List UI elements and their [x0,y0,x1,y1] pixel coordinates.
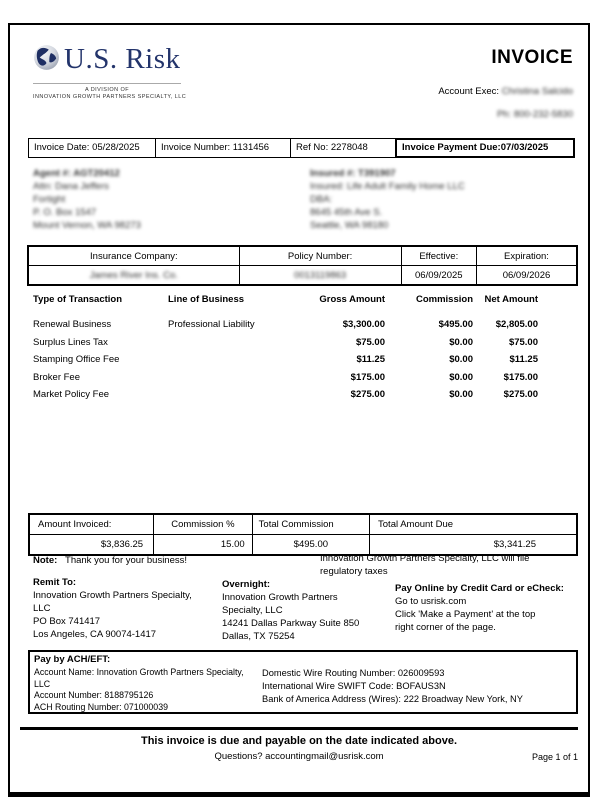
txn-gross: $275.00 [350,389,385,401]
total-amount-due-value: $3,341.25 [370,535,577,556]
txn-lob [168,351,295,369]
insured-dba: DBA: [310,194,333,205]
table-row [33,334,538,352]
pay-online-block [395,582,564,634]
col-total-commission: Total Commission [252,514,369,535]
overnight-block [222,578,359,643]
ach-routing-number: ACH Routing Number: 071000039 [34,701,168,712]
summary-table [28,513,578,556]
transactions-header-row [33,294,538,316]
division-line-1: A DIVISION OF [84,87,130,93]
txn-net: $175.00 [503,371,538,383]
ach-account-name: Account Name: Innovation Growth Partners Specialty, [34,667,244,677]
wire-details [262,667,523,706]
agent-company: Fortight [33,194,66,205]
footer-rule [20,727,578,730]
remit-to-block [33,576,192,641]
agent-address-block [33,167,141,232]
regulatory-line-1: Innovation Growth Partners Specialty, LLC will file [320,553,530,564]
ach-eft-box [28,650,578,714]
remit-to-title: Remit To: [33,577,77,588]
overnight-line: 14241 Dallas Parkway Suite 850 [222,618,360,629]
ach-account-details [34,667,244,713]
col-gross-amount: Gross Amount [319,294,385,305]
domestic-wire-routing: Domestic Wire Routing Number: 026009593 [262,668,445,678]
table-row [33,386,538,404]
invoice-number: Invoice Number: 1131456 [155,138,291,158]
swift-code: International Wire SWIFT Code: BOFAUS3N [262,681,446,691]
remit-line: PO Box 741417 [33,616,101,627]
note-text: Thank you for your business! [65,555,188,566]
txn-gross: $75.00 [355,336,385,348]
page-number: Page 1 of 1 [531,752,578,762]
footer-questions: Questions? accountingmail@usrisk.com [214,751,384,762]
txn-type: Broker Fee [33,371,80,383]
txn-type: Stamping Office Fee [33,354,120,366]
ach-account-number: Account Number: 8188795126 [34,690,154,700]
txn-net: $75.00 [508,336,538,348]
bank-address: Bank of America Address (Wires): 222 Broadway New York, NY [262,694,523,704]
col-amount-invoiced: Amount Invoiced: [29,514,154,535]
division-line-2: INNOVATION GROWTH PARTNERS SPECIALTY, LLC [33,94,187,100]
invoice-info-strip [28,138,575,158]
policy-number-value: 0013119863 [239,266,401,286]
ach-account-name-2: LLC [34,678,51,689]
txn-gross: $3,300.00 [342,319,385,331]
table-row [33,369,538,387]
policy-table-header-row [28,246,577,266]
insurance-company-value: James River Ins. Co. [28,266,239,286]
remit-line: Los Angeles, CA 90074-1417 [33,629,157,640]
invoice-payment-due: Invoice Payment Due:07/03/2025 [395,138,575,158]
txn-commission: $0.00 [449,354,473,366]
txn-type: Renewal Business [33,319,112,331]
overnight-title: Overnight: [222,579,271,590]
account-exec-name: Christina Salcido [501,86,573,97]
insured-address-block [310,167,465,232]
effective-date-value: 06/09/2025 [401,266,476,286]
pay-online-line: Go to usrisk.com [395,596,467,607]
overnight-line: Dallas, TX 75254 [222,631,295,642]
agent-city: Mount Vernon, WA 98273 [33,220,141,231]
ach-title: Pay by ACH/EFT: [34,654,111,665]
amount-invoiced-value: $3,836.25 [29,535,154,556]
agent-street: P. O. Box 1547 [33,207,97,218]
account-exec-line [438,86,573,97]
txn-gross: $175.00 [350,371,385,383]
account-exec-phone: Ph: 800-232-5830 [496,109,573,120]
account-exec-label: Account Exec: [438,86,502,97]
insured-name: Insured: Life Adult Family Home LLC [310,181,465,192]
col-net-amount: Net Amount [484,294,538,305]
overnight-line: Specialty, LLC [222,605,283,616]
col-type-of-transaction: Type of Transaction [33,294,123,305]
txn-lob [168,334,295,352]
txn-type: Surplus Lines Tax [33,336,108,348]
col-insurance-company: Insurance Company: [28,246,239,266]
txn-net: $11.25 [509,354,538,366]
logo-block [33,43,187,101]
col-policy-number: Policy Number: [239,246,401,266]
overnight-line: Innovation Growth Partners [222,592,338,603]
invoice-page [8,23,590,797]
invoice-date: Invoice Date: 05/28/2025 [28,138,156,158]
col-line-of-business: Line of Business [168,294,245,305]
insured-street: 8645 45th Ave S. [310,207,383,218]
txn-lob [168,369,295,387]
txn-lob [168,386,295,404]
transactions-table [33,294,538,404]
note-label: Note: [33,555,58,566]
policy-table [27,245,578,286]
table-row [33,316,538,334]
insured-number: Insured #: T391907 [310,168,396,179]
remit-line: Innovation Growth Partners Specialty, [33,590,192,601]
txn-commission: $0.00 [449,336,473,348]
txn-type: Market Policy Fee [33,389,110,401]
summary-header-row [29,514,577,535]
total-commission-value: $495.00 [252,535,369,556]
agent-number: Agent #: AGT20412 [33,168,120,179]
col-total-amount-due: Total Amount Due [370,514,577,535]
expiration-date-value: 06/09/2026 [477,266,578,286]
policy-table-value-row [28,266,577,286]
txn-commission: $495.00 [438,319,473,331]
col-commission: Commission [415,294,473,305]
txn-commission: $0.00 [449,389,473,401]
col-effective: Effective: [401,246,476,266]
regulatory-note [320,552,529,578]
logo-divider [33,83,181,84]
brand-name: U.S. Risk [64,43,181,75]
txn-net: $2,805.00 [495,319,538,331]
invoice-ref-no: Ref No: 2278048 [290,138,396,158]
txn-gross: $11.25 [356,354,385,366]
col-expiration: Expiration: [477,246,578,266]
globe-icon [33,44,60,76]
txn-lob: Professional Liability [168,319,255,331]
pay-online-title: Pay Online by Credit Card or eCheck: [395,583,564,594]
footer-due-line: This invoice is due and payable on the date indicated above. [140,735,458,747]
commission-pct-value: 15.00 [154,535,253,556]
table-row [33,351,538,369]
regulatory-line-2: regulatory taxes [320,566,388,577]
pay-online-line: right corner of the page. [395,622,496,633]
col-commission-pct: Commission % [154,514,253,535]
pay-online-line: Click 'Make a Payment' at the top [395,609,536,620]
header-right [438,47,573,120]
note-line [33,555,187,566]
agent-attn: Attn: Dana Jeffers [33,181,109,192]
txn-net: $275.00 [503,389,538,401]
invoice-title: INVOICE [491,47,573,68]
insured-city: Seattle, WA 98180 [310,220,389,231]
remit-line: LLC [33,603,51,614]
txn-commission: $0.00 [449,371,473,383]
